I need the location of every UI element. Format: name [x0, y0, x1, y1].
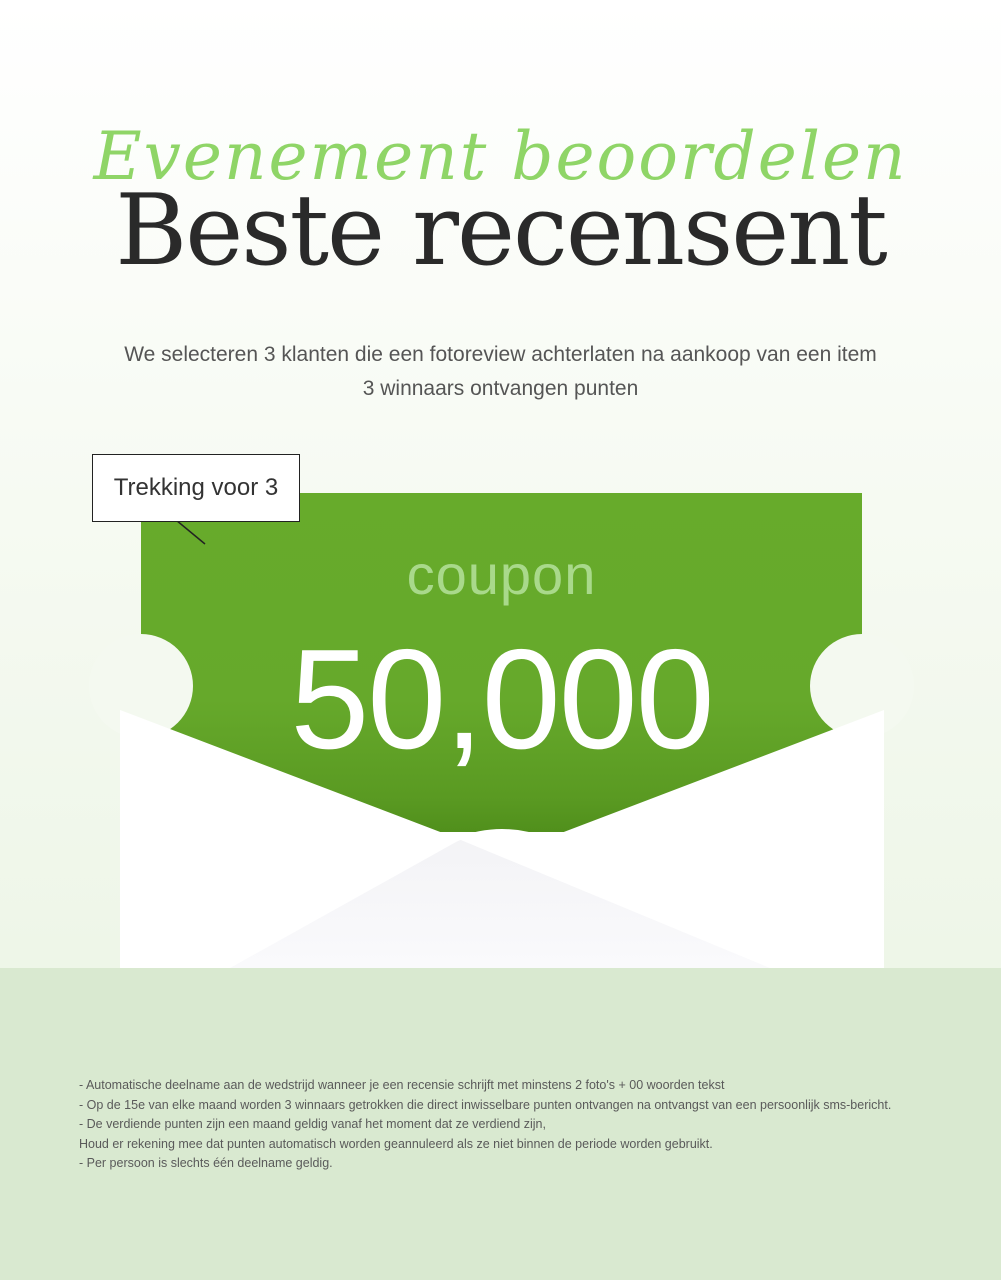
- page-title: Beste recensent: [115, 174, 886, 288]
- note-line: - Op de 15e van elke maand worden 3 winnaars getrokken die direct inwisselbare punten ontvangen na ontvangst van een persoonlijk sms-bericht.: [79, 1097, 892, 1112]
- note-line: - Automatische deelname aan de wedstrijd wanneer je een recensie schrijft met minstens 2 foto's + 00 woorden tekst: [79, 1078, 725, 1092]
- event-notes: [79, 1076, 959, 1174]
- intro-line-1: We selecteren 3 klanten die een fotoreview achterlaten na aankoop van een item: [124, 343, 877, 366]
- intro-text: [0, 338, 1001, 406]
- bubble-tail: [170, 520, 210, 548]
- coupon-label: coupon: [406, 543, 597, 606]
- envelope-illustration: [120, 700, 884, 968]
- event-script-title: Evenement beoordelen: [93, 118, 908, 195]
- coupon-value: 50,000: [290, 620, 713, 779]
- note-line: Houd er rekening mee dat punten automatisch worden geannuleerd als ze niet binnen de periode worden gebruikt.: [79, 1136, 713, 1151]
- note-line: - De verdiende punten zijn een maand geldig vanaf het moment dat ze verdiend zijn,: [79, 1117, 546, 1131]
- draw-bubble: Trekking voor 3: [92, 454, 300, 522]
- intro-line-2: 3 winnaars ontvangen punten: [362, 377, 639, 400]
- note-line: - Per persoon is slechts één deelname geldig.: [79, 1156, 333, 1170]
